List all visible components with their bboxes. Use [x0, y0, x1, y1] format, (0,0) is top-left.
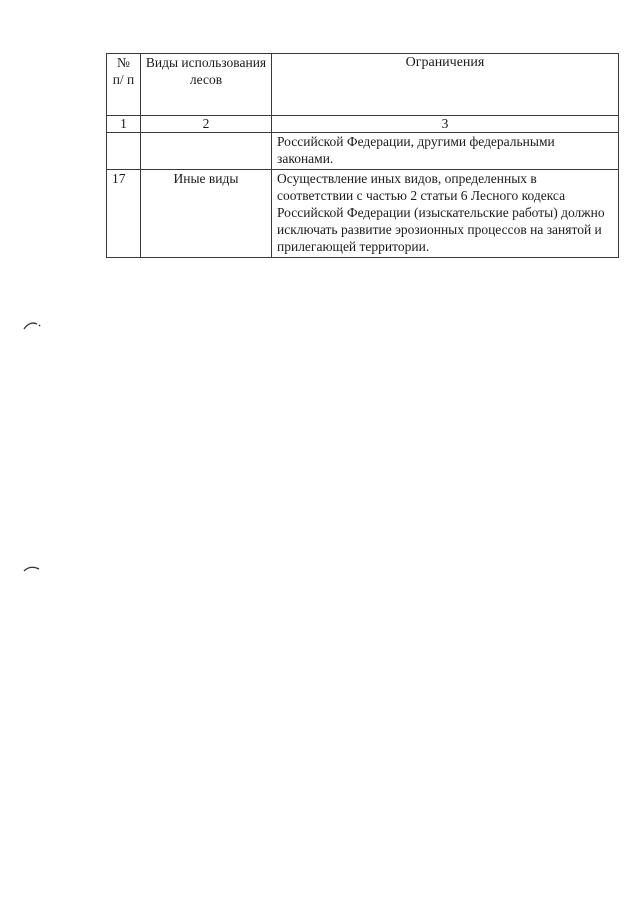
table-header-row	[107, 54, 619, 116]
column-index-row	[107, 116, 619, 133]
restrictions-cell: Российской Федерации, другими федеральными законами.	[272, 133, 619, 170]
row-number-cell	[107, 133, 141, 170]
header-forest-use-type: Виды использования лесов	[141, 54, 272, 116]
column-index-cell: 1	[107, 116, 141, 133]
table-row	[107, 133, 619, 170]
punch-hole-mark-top	[22, 318, 44, 332]
forest-use-type-cell: Иные виды	[141, 170, 272, 258]
forest-use-type-cell	[141, 133, 272, 170]
restrictions-cell: Осуществление иных видов, определенных в соответствии с частью 2 статьи 6 Лесного кодекса Российской Федерации (изыскательские работы) должно исключать развитие эрозионных процессов на занятой и прилегающей территории.	[272, 170, 619, 258]
forest-use-restrictions-table	[106, 53, 619, 258]
row-number-cell: 17	[107, 170, 141, 258]
header-restrictions: Ограничения	[272, 54, 619, 116]
column-index-cell: 2	[141, 116, 272, 133]
header-number: № п/ п	[107, 54, 141, 116]
punch-hole-mark-bottom	[22, 563, 44, 577]
column-index-cell: 3	[272, 116, 619, 133]
table-row	[107, 170, 619, 258]
